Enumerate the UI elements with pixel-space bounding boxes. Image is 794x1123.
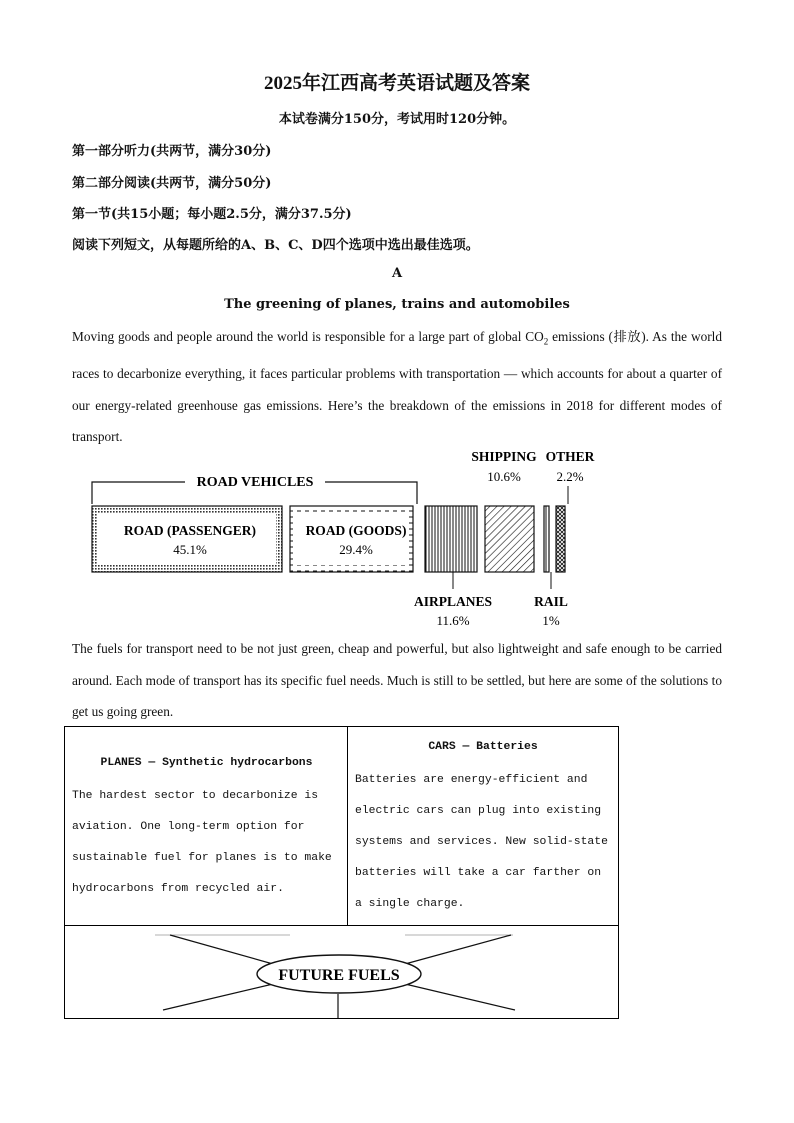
spoke-top-right [405, 935, 511, 964]
road-vehicles-label: ROAD VEHICLES [196, 475, 314, 490]
exam-info: 本试卷满分150分，考试用时120分钟。 [278, 112, 516, 127]
bar-rail [544, 506, 549, 572]
page-title: 2025年江西高考英语试题及答案 [263, 73, 530, 94]
bar-shipping [485, 506, 534, 572]
label-shipping: SHIPPING [471, 449, 537, 464]
planes-cell [65, 727, 348, 925]
future-fuels-table [64, 726, 619, 1019]
passage-title: The greening of planes, trains and automobiles [224, 297, 570, 312]
section1-heading: 第一节(共15小题；每小题2.5分，满分37.5分) [72, 207, 352, 222]
bar-road-passenger-label-box [98, 513, 276, 565]
planes-text: The hardest sector to decarbonize is aviation. One long-term option for sustainable fuel for planes is to make hydrocarbons from recycled air. [72, 790, 332, 895]
cars-cell [348, 727, 618, 925]
passage-paragraph-1: Moving goods and people around the world is responsible for a large part of global $CO_2$ emissions (排放). As the world races to decarbonize everything, it faces particular problems with transportation — which accounts for about a quarter of our energy-related greenhouse gas emissions. Here’s the breakdown of the emissions in 2018 for different modes of transport. [72, 329, 722, 445]
road-vehicles-bracket-right [325, 482, 417, 504]
bar-airplanes [425, 506, 477, 572]
label-road-goods: ROAD (GOODS) [305, 523, 407, 538]
emissions-chart [80, 442, 620, 637]
value-shipping: 10.6% [487, 469, 521, 484]
bar-other [556, 506, 565, 572]
planes-heading: PLANES — Synthetic hydrocarbons [100, 757, 313, 769]
spoke-bottom-right [405, 984, 515, 1010]
label-road-passenger: ROAD (PASSENGER) [123, 523, 257, 538]
cars-heading: CARS — Batteries [428, 741, 538, 753]
label-rail: RAIL [534, 594, 568, 609]
bar-road-goods-label-box [296, 513, 407, 565]
instruction: 阅读下列短文，从每题所给的A、B、C、D四个选项中选出最佳选项。 [72, 238, 479, 253]
value-road-passenger: 45.1% [173, 542, 207, 557]
cars-text: Batteries are energy-efficient and electric cars can plug into existing systems and services. New solid-state batteries will take a car farther on a single charge. [355, 774, 608, 910]
label-airplanes: AIRPLANES [413, 594, 493, 609]
passage-letter: A [391, 266, 403, 281]
future-fuels-diagram [65, 926, 618, 1018]
value-road-goods: 29.4% [339, 542, 373, 557]
value-rail: 1% [542, 613, 560, 628]
spoke-bottom-left [163, 984, 273, 1010]
part2-heading: 第二部分阅读(共两节，满分50分) [72, 176, 272, 191]
passage-paragraph-2: The fuels for transport need to be not just green, cheap and powerful, but also lightweight and safe enough to be carried around. Each mode of transport has its specific fuel needs. Much is still to be settled, but here are some of the solutions to get us going green. [72, 641, 722, 719]
road-vehicles-bracket-left [92, 482, 185, 504]
value-other: 2.2% [556, 469, 584, 484]
value-airplanes: 11.6% [436, 613, 470, 628]
future-fuels-label: FUTURE FUELS [278, 967, 400, 984]
spoke-top-left [170, 935, 273, 964]
part1-heading: 第一部分听力(共两节，满分30分) [72, 144, 272, 159]
label-other: OTHER [545, 449, 595, 464]
